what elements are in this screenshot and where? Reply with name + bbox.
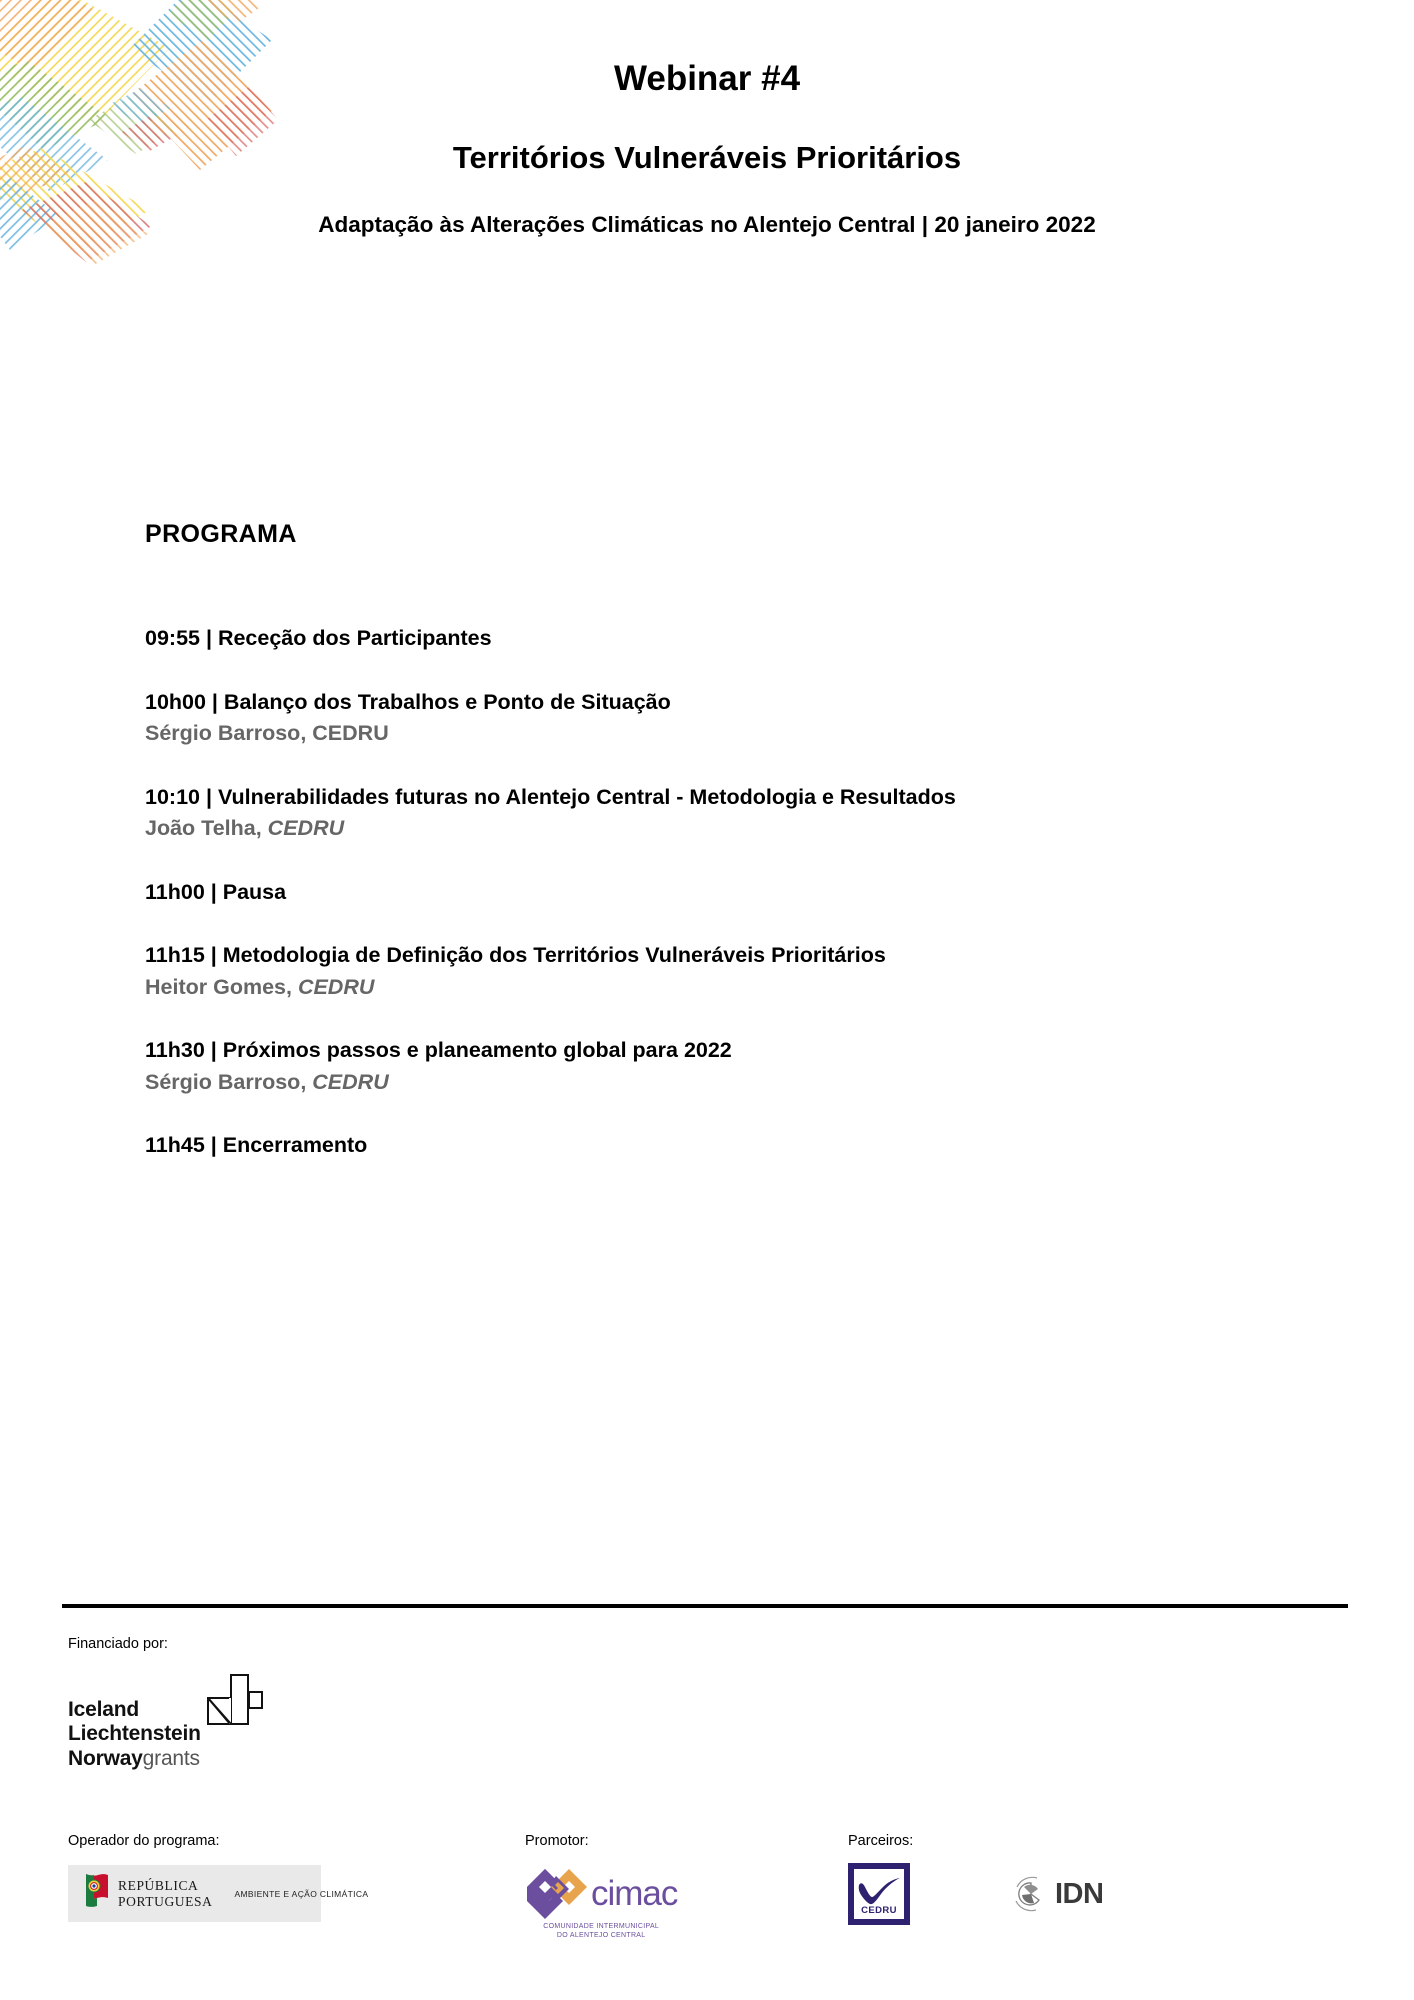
- rp-line-1: REPÚBLICA: [118, 1878, 199, 1894]
- cedru-check-icon: [855, 1873, 905, 1907]
- idn-wordmark: IDN: [1055, 1877, 1104, 1910]
- programme-section: [145, 520, 1325, 1160]
- page-subtitle: Territórios Vulneráveis Prioritários: [452, 139, 962, 175]
- rp-line-2: PORTUGUESA: [118, 1893, 213, 1909]
- cimac-tagline: [525, 1923, 677, 1941]
- speaker-name: Sérgio Barroso,: [145, 1069, 307, 1094]
- idn-logo: [1010, 1873, 1103, 1915]
- agenda-item-title: 11h45 | Encerramento: [145, 1133, 368, 1158]
- page-title: Webinar #4: [613, 59, 801, 98]
- agenda-item-title: 09:55 | Receção dos Participantes: [145, 626, 492, 650]
- partners-block: [848, 1833, 1348, 1925]
- grants-mark-icon: [207, 1674, 263, 1731]
- portugal-flag-icon: [84, 1872, 110, 1915]
- agenda-item: [145, 689, 1325, 748]
- ministry-name: AMBIENTE E AÇÃO CLIMÁTICA: [234, 1888, 369, 1899]
- grants-line-3-light: grants: [142, 1746, 200, 1770]
- agenda-item: [145, 1132, 1325, 1160]
- agenda-item-speaker: [145, 720, 1325, 748]
- agenda-item-speaker: [145, 974, 1325, 1002]
- grants-line-3-bold: Norway: [68, 1746, 143, 1770]
- grants-line-1: Iceland: [68, 1697, 139, 1721]
- speaker-name: João Telha,: [145, 816, 262, 841]
- document-header: [0, 0, 1414, 237]
- agenda-item-speaker: [145, 1069, 1325, 1097]
- programme-operator-block: [68, 1833, 369, 1922]
- operator-label: Operador do programa:: [68, 1833, 220, 1849]
- speaker-organisation: CEDRU: [312, 721, 389, 746]
- republica-portuguesa-logo: [68, 1865, 369, 1922]
- cedru-wordmark: CEDRU: [861, 1905, 897, 1916]
- agenda-item-speaker: [145, 815, 1325, 843]
- partners-label: Parceiros:: [848, 1833, 914, 1849]
- agenda-item-title: 11h00 | Pausa: [145, 879, 287, 904]
- agenda-item-title: 10:10 | Vulnerabilidades futuras no Alentejo Central - Metodologia e Resultados: [145, 784, 956, 809]
- agenda-item-title: 11h15 | Metodologia de Definição dos Territórios Vulneráveis Prioritários: [145, 943, 886, 968]
- idn-globe-icon: [1010, 1873, 1052, 1915]
- funded-by-block: [68, 1636, 263, 1771]
- republica-portuguesa-wordmark: [118, 1878, 212, 1908]
- footer-divider: [62, 1604, 1348, 1608]
- cimac-tagline-line-2: DO ALENTEJO CENTRAL: [556, 1931, 646, 1939]
- page-context-line: Adaptação às Alterações Climáticas no Alentejo Central | 20 janeiro 2022: [318, 211, 1096, 237]
- speaker-name: Heitor Gomes,: [145, 974, 292, 999]
- cimac-logo: [525, 1867, 677, 1941]
- cimac-tagline-line-1: COMUNIDADE INTERMUNICIPAL: [543, 1923, 660, 1930]
- promoter-block: [525, 1833, 677, 1941]
- cedru-logo: [848, 1863, 910, 1925]
- grants-line-2: Liechtenstein: [68, 1722, 201, 1746]
- agenda-item: [145, 1037, 1325, 1096]
- speaker-name: Sérgio Barroso,: [145, 721, 307, 746]
- speaker-organisation: CEDRU: [297, 974, 375, 999]
- funded-by-label: Financiado por:: [68, 1636, 168, 1652]
- agenda-item: [145, 879, 1325, 907]
- cimac-mark-icon: [525, 1867, 589, 1921]
- speaker-organisation: CEDRU: [267, 816, 345, 841]
- eea-grants-logo: [68, 1674, 263, 1771]
- agenda-item-title: 10h00 | Balanço dos Trabalhos e Ponto de Situação: [145, 689, 671, 714]
- agenda-item-title: 11h30 | Próximos passos e planeamento global para 2022: [145, 1038, 732, 1063]
- speaker-organisation: CEDRU: [312, 1069, 389, 1094]
- programme-heading: PROGRAMA: [145, 520, 297, 548]
- agenda-item: [145, 784, 1325, 843]
- promoter-label: Promotor:: [525, 1833, 589, 1849]
- agenda-item: [145, 625, 1325, 653]
- cimac-wordmark: cimac: [591, 1874, 678, 1914]
- agenda-item: [145, 942, 1325, 1001]
